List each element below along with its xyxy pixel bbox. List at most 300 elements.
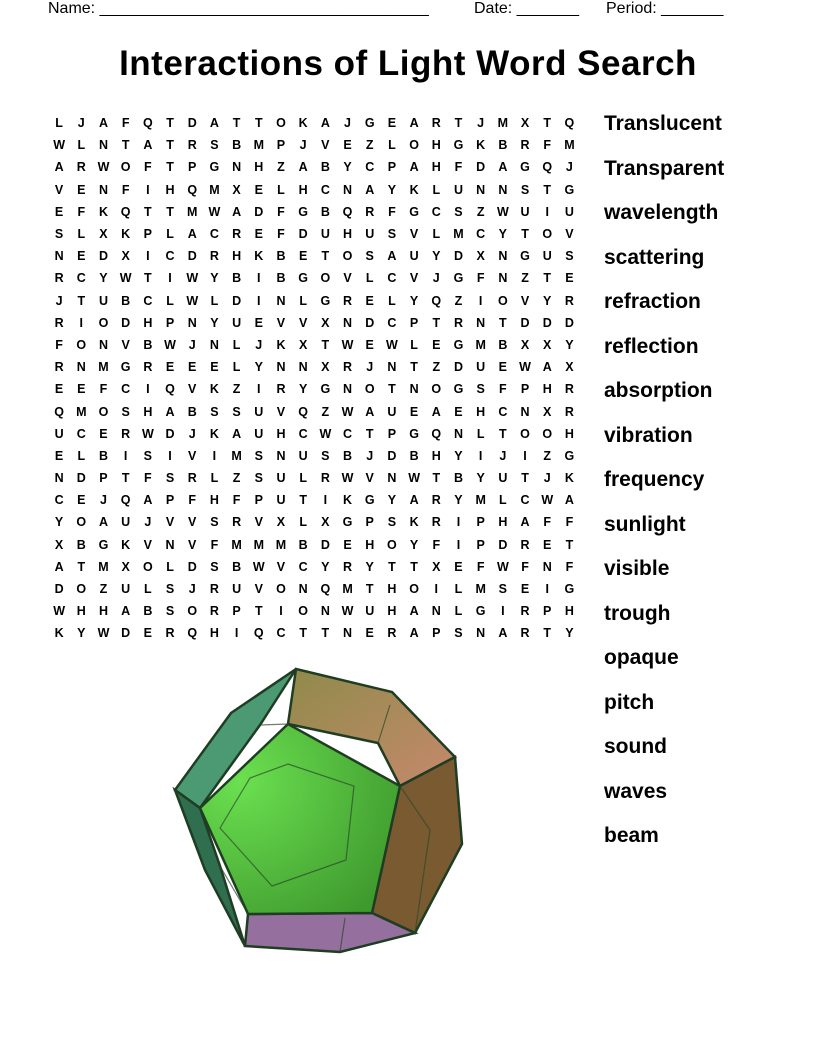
grid-letter[interactable]: E [498, 360, 508, 375]
grid-letter[interactable]: T [77, 293, 86, 308]
grid-letter[interactable]: I [279, 604, 283, 619]
grid-letter[interactable]: A [209, 116, 219, 131]
grid-letter[interactable]: N [498, 271, 508, 286]
grid-letter[interactable]: J [543, 471, 551, 486]
grid-letter[interactable]: N [98, 337, 108, 352]
grid-letter[interactable]: O [98, 315, 109, 330]
grid-letter[interactable]: T [299, 626, 307, 641]
grid-letter[interactable]: A [98, 515, 108, 530]
grid-letter[interactable]: Y [99, 271, 108, 286]
grid-letter[interactable]: X [121, 559, 130, 574]
grid-letter[interactable]: I [123, 448, 128, 463]
grid-letter[interactable]: A [387, 249, 397, 264]
grid-letter[interactable]: X [520, 337, 530, 352]
grid-letter[interactable]: M [475, 582, 486, 597]
grid-letter[interactable]: D [187, 559, 197, 574]
grid-letter[interactable]: R [209, 582, 219, 597]
grid-letter[interactable]: L [432, 227, 441, 242]
grid-letter[interactable]: G [209, 160, 220, 175]
grid-letter[interactable]: Q [187, 182, 198, 197]
grid-letter[interactable]: P [276, 138, 286, 153]
grid-letter[interactable]: D [320, 537, 330, 552]
grid-letter[interactable]: R [209, 249, 219, 264]
grid-letter[interactable]: X [321, 360, 330, 375]
grid-letter[interactable]: U [121, 582, 131, 597]
grid-letter[interactable]: O [98, 404, 109, 419]
grid-letter[interactable]: A [365, 182, 375, 197]
grid-letter[interactable]: R [387, 626, 397, 641]
grid-letter[interactable]: H [431, 160, 441, 175]
grid-letter[interactable]: K [276, 337, 286, 352]
grid-letter[interactable]: T [77, 559, 86, 574]
grid-letter[interactable]: G [298, 204, 309, 219]
grid-letter[interactable]: G [409, 204, 419, 219]
grid-letter[interactable]: M [253, 138, 264, 153]
grid-letter[interactable]: T [144, 204, 152, 219]
grid-letter[interactable]: S [165, 471, 175, 486]
grid-letter[interactable]: Y [343, 160, 352, 175]
grid-letter[interactable]: T [410, 360, 418, 375]
grid-letter[interactable]: K [121, 227, 131, 242]
grid-letter[interactable]: D [564, 315, 574, 330]
grid-letter[interactable]: P [520, 382, 530, 397]
grid-letter[interactable]: L [388, 138, 396, 153]
grid-letter[interactable]: S [254, 448, 263, 463]
grid-letter[interactable]: F [543, 138, 552, 153]
grid-letter[interactable]: V [276, 315, 286, 330]
grid-letter[interactable]: I [168, 271, 172, 286]
grid-letter[interactable]: U [542, 249, 552, 264]
grid-letter[interactable]: R [232, 515, 242, 530]
grid-letter[interactable]: N [320, 604, 330, 619]
grid-letter[interactable]: W [186, 271, 199, 286]
grid-letter[interactable]: W [519, 360, 531, 375]
grid-letter[interactable]: P [365, 515, 374, 530]
grid-letter[interactable]: L [388, 293, 396, 308]
grid-letter[interactable]: U [276, 471, 286, 486]
grid-letter[interactable]: J [477, 116, 485, 131]
grid-letter[interactable]: B [232, 559, 242, 574]
grid-letter[interactable]: A [143, 493, 153, 508]
grid-letter[interactable]: V [54, 182, 64, 197]
grid-letter[interactable]: M [564, 138, 575, 153]
grid-letter[interactable]: F [565, 559, 574, 574]
grid-letter[interactable]: A [409, 116, 419, 131]
grid-letter[interactable]: F [188, 493, 197, 508]
grid-letter[interactable]: R [143, 360, 153, 375]
grid-letter[interactable]: D [165, 426, 175, 441]
grid-letter[interactable]: B [320, 160, 330, 175]
grid-letter[interactable]: T [388, 559, 396, 574]
grid-letter[interactable]: Y [498, 227, 508, 242]
grid-letter[interactable]: R [520, 537, 530, 552]
grid-letter[interactable]: Q [187, 626, 198, 641]
grid-letter[interactable]: R [165, 626, 175, 641]
grid-letter[interactable]: O [276, 582, 286, 597]
grid-letter[interactable]: R [520, 626, 530, 641]
grid-letter[interactable]: H [343, 227, 353, 242]
grid-letter[interactable]: V [520, 293, 530, 308]
grid-letter[interactable]: C [343, 426, 353, 441]
grid-letter[interactable]: K [209, 426, 219, 441]
grid-letter[interactable]: D [542, 315, 552, 330]
grid-letter[interactable]: Y [365, 559, 374, 574]
grid-letter[interactable]: V [409, 271, 419, 286]
grid-letter[interactable]: H [564, 604, 574, 619]
grid-letter[interactable]: F [277, 227, 285, 242]
grid-letter[interactable]: D [187, 116, 197, 131]
grid-letter[interactable]: F [499, 382, 507, 397]
grid-letter[interactable]: W [97, 160, 110, 175]
grid-letter[interactable]: R [54, 271, 64, 286]
grid-letter[interactable]: F [454, 160, 463, 175]
grid-letter[interactable]: T [299, 493, 307, 508]
grid-letter[interactable]: T [254, 604, 263, 619]
grid-letter[interactable]: R [564, 293, 574, 308]
grid-letter[interactable]: S [210, 559, 219, 574]
grid-letter[interactable]: L [166, 559, 174, 574]
grid-letter[interactable]: L [277, 182, 285, 197]
grid-letter[interactable]: O [542, 426, 553, 441]
grid-letter[interactable]: J [188, 337, 196, 352]
grid-letter[interactable]: Q [120, 204, 131, 219]
grid-letter[interactable]: D [121, 315, 131, 330]
grid-letter[interactable]: A [232, 204, 242, 219]
grid-letter[interactable]: L [454, 582, 463, 597]
grid-letter[interactable]: S [321, 448, 330, 463]
grid-letter[interactable]: W [97, 626, 110, 641]
grid-letter[interactable]: M [342, 582, 353, 597]
grid-letter[interactable]: R [431, 116, 441, 131]
grid-letter[interactable]: P [99, 471, 108, 486]
grid-letter[interactable]: N [76, 360, 86, 375]
grid-letter[interactable]: W [541, 493, 554, 508]
grid-letter[interactable]: J [299, 138, 307, 153]
grid-letter[interactable]: M [253, 537, 264, 552]
grid-letter[interactable]: S [121, 404, 130, 419]
grid-letter[interactable]: I [212, 448, 217, 463]
grid-letter[interactable]: X [565, 360, 574, 375]
grid-letter[interactable]: D [453, 360, 463, 375]
grid-letter[interactable]: K [409, 515, 419, 530]
grid-letter[interactable]: G [342, 515, 353, 530]
grid-letter[interactable]: U [254, 404, 264, 419]
grid-letter[interactable]: L [166, 227, 174, 242]
grid-letter[interactable]: Q [120, 493, 131, 508]
grid-letter[interactable]: U [98, 293, 108, 308]
grid-letter[interactable]: A [409, 493, 419, 508]
grid-letter[interactable]: G [453, 337, 464, 352]
grid-letter[interactable]: W [186, 293, 199, 308]
grid-letter[interactable]: K [476, 138, 486, 153]
grid-letter[interactable]: Z [365, 138, 374, 153]
grid-letter[interactable]: W [53, 138, 65, 153]
grid-letter[interactable]: M [453, 227, 464, 242]
grid-letter[interactable]: T [521, 227, 529, 242]
grid-letter[interactable]: F [476, 559, 485, 574]
grid-letter[interactable]: N [276, 448, 286, 463]
grid-letter[interactable]: E [543, 537, 552, 552]
grid-letter[interactable]: L [210, 471, 219, 486]
grid-letter[interactable]: T [499, 426, 507, 441]
grid-letter[interactable]: N [476, 315, 486, 330]
grid-letter[interactable]: C [76, 271, 86, 286]
grid-letter[interactable]: H [431, 138, 441, 153]
grid-letter[interactable]: Y [77, 626, 86, 641]
grid-letter[interactable]: E [454, 559, 463, 574]
grid-letter[interactable]: G [98, 537, 109, 552]
grid-letter[interactable]: I [146, 182, 150, 197]
grid-letter[interactable]: J [255, 337, 263, 352]
grid-letter[interactable]: U [387, 404, 397, 419]
grid-letter[interactable]: T [543, 626, 552, 641]
grid-letter[interactable]: E [254, 227, 263, 242]
grid-letter[interactable]: G [453, 271, 464, 286]
grid-letter[interactable]: E [254, 315, 263, 330]
grid-letter[interactable]: E [365, 626, 374, 641]
grid-letter[interactable]: B [232, 271, 242, 286]
grid-letter[interactable]: T [388, 382, 396, 397]
grid-letter[interactable]: Z [521, 271, 529, 286]
grid-letter[interactable]: E [188, 360, 197, 375]
grid-letter[interactable]: Y [321, 559, 330, 574]
grid-letter[interactable]: A [298, 160, 308, 175]
grid-letter[interactable]: Y [210, 271, 219, 286]
grid-letter[interactable]: A [54, 160, 64, 175]
grid-letter[interactable]: E [54, 448, 64, 463]
grid-letter[interactable]: V [254, 582, 263, 597]
grid-letter[interactable]: G [453, 382, 464, 397]
grid-letter[interactable]: Q [142, 116, 153, 131]
grid-letter[interactable]: L [232, 337, 241, 352]
grid-letter[interactable]: O [542, 227, 553, 242]
grid-letter[interactable]: U [365, 604, 375, 619]
grid-letter[interactable]: O [497, 293, 508, 308]
grid-letter[interactable]: S [454, 626, 463, 641]
grid-letter[interactable]: Z [232, 382, 241, 397]
grid-letter[interactable]: D [98, 249, 108, 264]
grid-letter[interactable]: J [432, 271, 440, 286]
grid-letter[interactable]: Y [387, 493, 397, 508]
grid-letter[interactable]: E [254, 182, 263, 197]
grid-letter[interactable]: X [298, 337, 308, 352]
grid-letter[interactable]: Q [165, 382, 175, 397]
grid-letter[interactable]: M [231, 537, 242, 552]
grid-letter[interactable]: C [209, 227, 219, 242]
grid-letter[interactable]: J [499, 448, 507, 463]
grid-letter[interactable]: S [454, 204, 463, 219]
grid-letter[interactable]: B [320, 204, 330, 219]
grid-letter[interactable]: O [298, 604, 309, 619]
grid-letter[interactable]: E [210, 360, 219, 375]
grid-letter[interactable]: C [520, 493, 530, 508]
grid-letter[interactable]: C [498, 404, 508, 419]
grid-letter[interactable]: R [431, 515, 441, 530]
grid-letter[interactable]: I [456, 537, 461, 552]
grid-letter[interactable]: S [254, 471, 263, 486]
grid-letter[interactable]: F [232, 493, 241, 508]
grid-letter[interactable]: U [476, 360, 486, 375]
grid-letter[interactable]: W [408, 471, 420, 486]
grid-letter[interactable]: H [76, 604, 86, 619]
grid-letter[interactable]: J [99, 493, 107, 508]
grid-letter[interactable]: U [298, 448, 308, 463]
grid-letter[interactable]: G [564, 182, 575, 197]
grid-letter[interactable]: E [54, 204, 64, 219]
grid-letter[interactable]: Z [99, 582, 108, 597]
grid-letter[interactable]: T [321, 626, 330, 641]
grid-letter[interactable]: U [498, 471, 508, 486]
grid-letter[interactable]: F [277, 204, 285, 219]
grid-letter[interactable]: R [365, 204, 375, 219]
grid-letter[interactable]: A [232, 426, 242, 441]
grid-letter[interactable]: F [121, 116, 130, 131]
grid-letter[interactable]: H [143, 404, 153, 419]
grid-letter[interactable]: B [232, 138, 242, 153]
grid-letter[interactable]: E [343, 537, 352, 552]
grid-letter[interactable]: U [365, 227, 375, 242]
grid-letter[interactable]: N [409, 382, 419, 397]
grid-letter[interactable]: U [520, 204, 530, 219]
grid-letter[interactable]: N [298, 582, 308, 597]
grid-letter[interactable]: N [54, 471, 64, 486]
grid-letter[interactable]: C [76, 426, 86, 441]
grid-letter[interactable]: T [365, 426, 374, 441]
grid-letter[interactable]: N [542, 559, 552, 574]
grid-letter[interactable]: T [166, 116, 174, 131]
grid-letter[interactable]: U [564, 204, 574, 219]
grid-letter[interactable]: R [564, 382, 574, 397]
grid-letter[interactable]: H [564, 426, 574, 441]
grid-letter[interactable]: C [476, 227, 486, 242]
grid-letter[interactable]: D [476, 160, 486, 175]
grid-letter[interactable]: O [320, 271, 331, 286]
grid-letter[interactable]: G [364, 493, 375, 508]
grid-letter[interactable]: W [119, 271, 132, 286]
grid-letter[interactable]: A [409, 160, 419, 175]
grid-letter[interactable]: G [320, 293, 331, 308]
grid-letter[interactable]: Y [565, 337, 574, 352]
grid-letter[interactable]: F [77, 204, 86, 219]
grid-letter[interactable]: K [564, 471, 574, 486]
grid-letter[interactable]: D [387, 448, 397, 463]
grid-letter[interactable]: V [365, 471, 374, 486]
grid-letter[interactable]: O [76, 582, 87, 597]
grid-letter[interactable]: R [121, 426, 131, 441]
grid-letter[interactable]: V [188, 537, 197, 552]
grid-letter[interactable]: P [165, 493, 175, 508]
grid-letter[interactable]: D [121, 626, 131, 641]
grid-letter[interactable]: I [478, 293, 483, 308]
grid-letter[interactable]: N [476, 182, 486, 197]
grid-letter[interactable]: T [166, 138, 174, 153]
grid-letter[interactable]: J [565, 160, 573, 175]
grid-letter[interactable]: H [476, 404, 486, 419]
grid-letter[interactable]: T [166, 204, 174, 219]
grid-letter[interactable]: B [276, 271, 286, 286]
grid-letter[interactable]: O [76, 337, 87, 352]
grid-letter[interactable]: H [387, 582, 397, 597]
grid-letter[interactable]: P [232, 604, 241, 619]
grid-letter[interactable]: Y [565, 626, 574, 641]
grid-letter[interactable]: E [565, 271, 574, 286]
grid-letter[interactable]: D [76, 471, 86, 486]
grid-letter[interactable]: Y [54, 515, 64, 530]
grid-letter[interactable]: N [520, 404, 530, 419]
grid-letter[interactable]: Y [298, 382, 308, 397]
grid-letter[interactable]: P [476, 515, 485, 530]
grid-letter[interactable]: M [275, 537, 287, 552]
grid-letter[interactable]: W [252, 559, 265, 574]
grid-letter[interactable]: N [476, 626, 486, 641]
grid-letter[interactable]: N [453, 426, 463, 441]
grid-letter[interactable]: H [209, 626, 219, 641]
grid-letter[interactable]: X [321, 515, 330, 530]
grid-letter[interactable]: W [341, 337, 354, 352]
grid-letter[interactable]: A [498, 160, 508, 175]
grid-letter[interactable]: G [298, 271, 309, 286]
grid-letter[interactable]: Q [564, 116, 575, 131]
grid-letter[interactable]: M [209, 182, 220, 197]
grid-letter[interactable]: R [76, 160, 86, 175]
grid-letter[interactable]: N [431, 604, 441, 619]
grid-letter[interactable]: V [188, 382, 197, 397]
grid-letter[interactable]: N [232, 160, 242, 175]
grid-letter[interactable]: D [453, 249, 463, 264]
grid-letter[interactable]: Y [387, 182, 397, 197]
grid-letter[interactable]: X [321, 315, 330, 330]
grid-letter[interactable]: D [254, 204, 264, 219]
grid-letter[interactable]: M [98, 559, 109, 574]
grid-letter[interactable]: V [343, 271, 352, 286]
grid-letter[interactable]: R [520, 604, 530, 619]
grid-letter[interactable]: J [188, 426, 196, 441]
grid-letter[interactable]: O [364, 382, 375, 397]
grid-letter[interactable]: R [187, 138, 197, 153]
grid-letter[interactable]: L [166, 293, 174, 308]
grid-letter[interactable]: C [298, 559, 308, 574]
grid-letter[interactable]: M [187, 204, 198, 219]
grid-letter[interactable]: A [564, 493, 574, 508]
grid-letter[interactable]: B [498, 138, 508, 153]
grid-letter[interactable]: Y [432, 249, 441, 264]
grid-letter[interactable]: L [499, 493, 507, 508]
grid-letter[interactable]: A [542, 360, 552, 375]
grid-letter[interactable]: R [520, 138, 530, 153]
grid-letter[interactable]: K [209, 382, 219, 397]
grid-letter[interactable]: T [365, 582, 374, 597]
grid-letter[interactable]: Y [254, 360, 263, 375]
grid-letter[interactable]: B [498, 337, 508, 352]
grid-letter[interactable]: Q [298, 404, 309, 419]
grid-letter[interactable]: J [344, 116, 351, 131]
grid-letter[interactable]: R [343, 360, 353, 375]
grid-letter[interactable]: O [520, 426, 530, 441]
grid-letter[interactable]: B [343, 448, 353, 463]
grid-letter[interactable]: W [341, 471, 354, 486]
grid-letter[interactable]: U [254, 426, 264, 441]
grid-letter[interactable]: P [254, 493, 263, 508]
grid-letter[interactable]: M [475, 493, 486, 508]
grid-letter[interactable]: F [144, 160, 152, 175]
grid-letter[interactable]: N [209, 337, 219, 352]
grid-letter[interactable]: G [409, 426, 419, 441]
grid-letter[interactable]: E [520, 582, 530, 597]
grid-letter[interactable]: S [520, 182, 530, 197]
grid-letter[interactable]: N [165, 537, 175, 552]
grid-letter[interactable]: K [54, 626, 64, 641]
grid-letter[interactable]: Y [476, 471, 485, 486]
